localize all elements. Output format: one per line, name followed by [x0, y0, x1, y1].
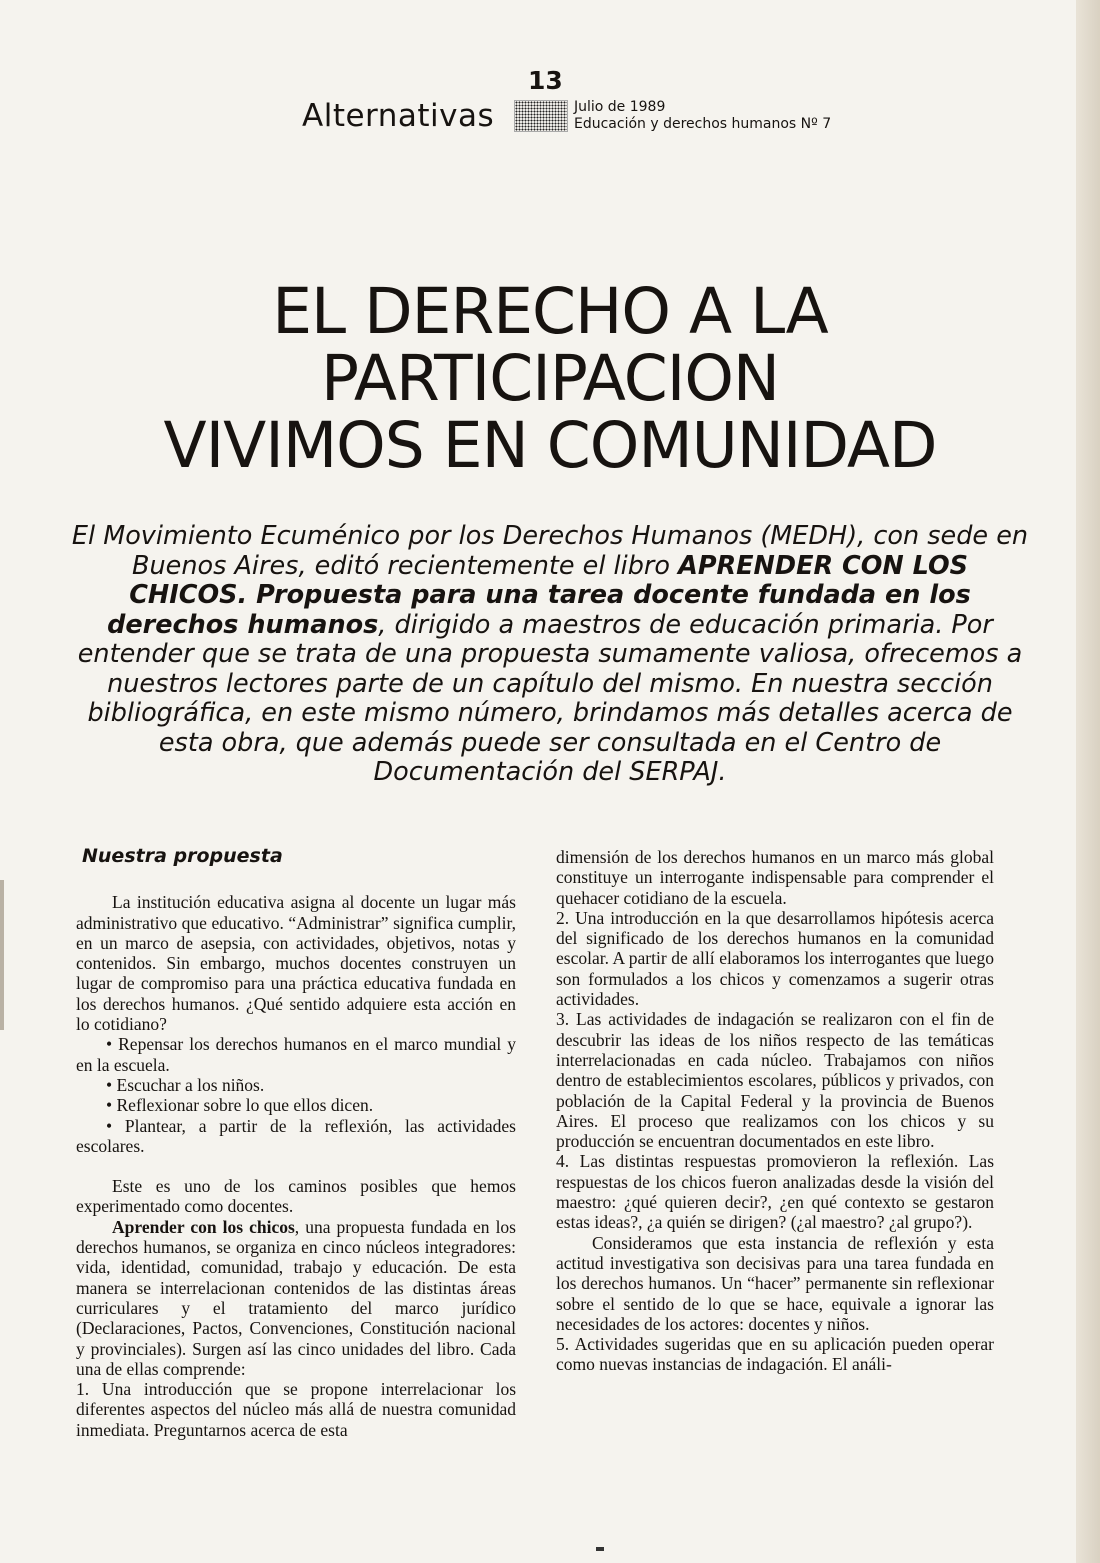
list-item: 2. Una introducción en la que desarrollamos hipótesis acerca del significado de los derechos humanos en la comunidad escolar. A partir de allí elaboramos los interrogantes que luego son formulados a los chicos y comenzamos a sugerir otras actividades. — [556, 907, 994, 1010]
article-intro — [70, 522, 1030, 788]
binding-mark — [0, 880, 4, 1030]
book-name: Aprender con los chicos — [112, 1216, 295, 1237]
journal-name: Alternativas — [302, 98, 495, 134]
intro-text-2: , dirigido a maestros de educación primaria. Por entender que se trata de una propuesta sumamente valiosa, ofrecemos a nuestros lectores parte de un capítulo del mismo. En nuestra sección bibliográfica, en este mismo número, brindamos más detalles acerca de esta obra, que además puede ser consultada en el Centro de Documentación del SERPAJ. — [77, 609, 1023, 787]
bullet-item: • Reflexionar sobre lo que ellos dicen. — [106, 1095, 374, 1116]
paragraph: Consideramos que esta instancia de reflexión y esta actitud investigativa son decisivas para una tarea fundada en los derechos humanos. Un “hacer” permanente sin reflexionar sobre el sentido de lo que se hace, equivale a ignorar las necesidades de los actores: docentes y niños. — [556, 1232, 994, 1334]
paragraph: dimensión de los derechos humanos en un marco más global constituye un interrogante indispensable para comprender el quehacer cotidiano de la escuela. — [556, 847, 994, 908]
bullet-item: • Escuchar a los niños. — [106, 1074, 265, 1095]
print-mark — [596, 1547, 604, 1551]
paragraph: Este es uno de los caminos posibles que hemos experimentado como docentes. — [76, 1176, 516, 1217]
section-title: Nuestra propuesta — [82, 845, 283, 867]
page-number: 13 — [528, 66, 563, 95]
list-item: 5. Actividades sugeridas que en su aplicación pueden operar como nuevas instancias de indagación. El análi- — [556, 1334, 994, 1375]
column-left — [76, 846, 516, 1440]
issue-number: Educación y derechos humanos Nº 7 — [574, 116, 832, 132]
headline-line-3: VIVIMOS EN COMUNIDAD — [163, 409, 937, 482]
bullet-item: • Repensar los derechos humanos en el marco mundial y en la escuela. — [76, 1034, 516, 1075]
issue-info — [574, 99, 831, 133]
intro-text-1: El Movimiento Ecuménico por los Derechos Humanos (MEDH), con sede en Buenos Aires, editó recientemente el libro — [71, 521, 1029, 581]
article-headline — [120, 275, 980, 482]
headline-line-1: EL DERECHO A LA — [272, 275, 828, 348]
paragraph-text: , una propuesta fundada en los derechos humanos, se organiza en cinco núcleos integradores: vida, identidad, comunidad, trabajo y educación. De esta manera se interrelacionan contenidos de las distintas áreas curriculares y el tratamiento del marco jurídico (Declaraciones, Pactos, Convenciones, Constitución nacional y provinciales). Surgen así las cinco unidades del libro. Cada una de ellas comprende: — [76, 1216, 516, 1379]
halftone-box — [514, 100, 568, 132]
page-edge — [1076, 0, 1100, 1563]
list-item: 1. Una introducción que se propone interrelacionar los diferentes aspectos del núcleo más allá de nuestra comunidad inmediata. Preguntarnos acerca de esta — [76, 1379, 516, 1440]
list-item: 3. Las actividades de indagación se realizaron con el fin de descubrir las ideas de los niños respecto de las temáticas interrelacionadas en cada núcleo. Trabajamos con niños dentro de establecimientos escolares, públicos y privados, con población de la Capital Federal y la provincia de Buenos Aires. El proceso que realizamos con los chicos y su producción se encuentran documentados en este libro. — [556, 1009, 994, 1152]
paragraph: La institución educativa asigna al docente un lugar más administrativo que educativo. “Administrar” significa cumplir, en un marco de asepsia, con actividades, objetivos, notas y contenidos. Sin embargo, muchos docentes construyen un lugar de compromiso para una práctica educativa fundada en los derechos humanos. ¿Qué sentido adquiere esta acción en lo cotidiano? — [76, 892, 516, 1035]
list-item: 4. Las distintas respuestas promovieron la reflexión. Las respuestas de los chicos fueron analizadas desde la visión del maestro: ¿qué quieren decir?, ¿en qué contexto se gestaron estas ideas?, ¿a quién se dirigen? (¿al maestro? ¿al grupo?). — [556, 1151, 994, 1233]
bullet-item: • Plantear, a partir de la reflexión, las actividades escolares. — [76, 1115, 516, 1156]
spacer — [76, 1156, 516, 1176]
book-title: APRENDER CON LOS CHICOS. Propuesta para una tarea docente fundada en los derechos humanos — [107, 550, 971, 640]
column-right — [556, 847, 994, 1375]
paragraph — [76, 1217, 516, 1379]
headline-line-2: PARTICIPACION — [320, 342, 780, 415]
issue-date: Julio de 1989 — [574, 99, 666, 115]
